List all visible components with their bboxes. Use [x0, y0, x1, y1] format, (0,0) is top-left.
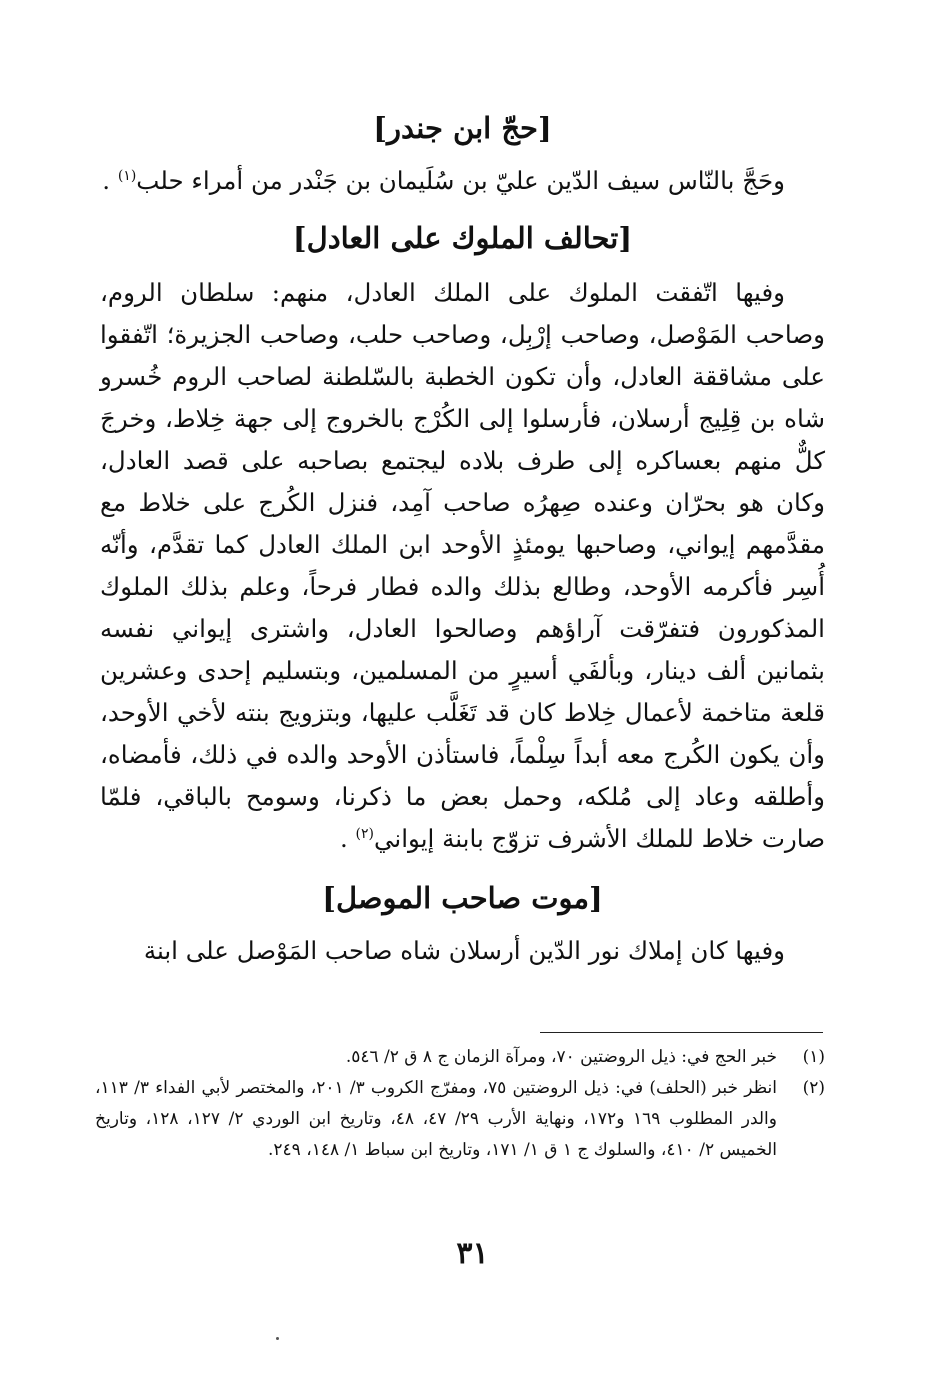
paragraph-hajj-text: وحَجَّ بالنّاس سيف الدّين عليّ بن سُلَيمان بن جَنْدر من أمراء حلب — [136, 166, 785, 195]
paragraph-alliance-text: وفيها اتّفقت الملوك على الملك العادل، منهم: سلطان الروم، وصاحب المَوْصل، وصاحب إرْبِل، وصاحب حلب، وصاحب الجزيرة؛ اتّفقوا على مشاققة العادل، وأن تكون الخطبة بالسّلطنة لصاحب الروم خُسرو شاه بن قِلِيج أرسلان، فأرسلوا إلى الكُرْج بالخروج إلى جهة خِلاط، وخرجَ كلٌّ منهم بعساكره إلى طرف بلاده ليجتمع بصاحبه على قصد العادل، وكان هو بحرّان وعنده صِهرُه صاحب آمِد، فنزل الكُرج على خلاط مع مقدَّمهم إيواني، وصاحبها يومئذٍ الأوحد ابن الملك العادل كما تقدَّم، وأنّه أُسِر فأكرمه الأوحد، وطالع بذلك والده فطار فرحاً، وعلم بذلك الملوك المذكورون فتفرّقت آراؤهم وصالحوا العادل، واشترى إيواني نفسه بثمانين ألف دينار، وبألفَي أسيرٍ من المسلمين، وبتسليم إحدى وعشرين قلعة متاخمة لأعمال خِلاط كان قد تَغَلَّب عليها، وبتزويج بنته لأخي الأوحد، وأن يكون الكُرج معه أبداً سِلْماً، فاستأذن الأوحد والده في ذلك، فأمضاه، وأطلقه وعاد إلى مُلكه، وحمل بعض ما ذكرنا، وسومح بالباقي، فلمّا صارت خلاط للملك الأشرف تزوّج بابنة إيواني — [100, 278, 825, 853]
footnote-item — [95, 1073, 825, 1166]
footnote-text: انظر خبر (الحلف) في: ذيل الروضتين ٧٥، ومفرّج الكروب ٣/ ٢٠١، والمختصر لأبي الفداء ٣/ ١١٣، والدر المطلوب ١٦٩ و١٧٢، ونهاية الأرب ٢٩/ ٤٧، ٤٨، وتاريخ ابن الوردي ٢/ ١٢٧، ١٢٨، وتاريخ الخميس ٢/ ٤١٠، والسلوك ج ١ ق ١/ ١٧١، وتاريخ ابن سباط ١/ ١٤٨، ٢٤٩. — [95, 1078, 777, 1160]
footnote-ref-2: (٢) — [355, 825, 375, 842]
footnote-number: (٢) — [802, 1078, 825, 1098]
footnote-item — [95, 1042, 825, 1073]
footnotes — [95, 1042, 825, 1166]
paragraph-alliance — [100, 272, 825, 860]
footnote-text: خبر الحج في: ذيل الروضتين ٧٠، ومرآة الزمان ج ٨ ق ٢/ ٥٤٦. — [345, 1047, 777, 1067]
footnote-number: (١) — [802, 1047, 825, 1067]
section-heading-hajj: [حجّ ابن جندر] — [373, 111, 552, 145]
paragraph-hajj-end: . — [102, 166, 111, 195]
section-heading-alliance: [تحالف الملوك على العادل] — [292, 221, 633, 255]
paragraph-hajj — [100, 160, 825, 202]
page-number: ٣١ — [456, 1236, 489, 1271]
footnote-divider — [540, 1032, 823, 1033]
paragraph-mosul — [100, 930, 825, 972]
footnote-ref-1: (١) — [117, 167, 137, 184]
section-heading-mosul: [موت صاحب الموصل] — [322, 881, 603, 915]
paragraph-mosul-text: وفيها كان إملاك نور الدّين أرسلان شاه صاحب المَوْصل على ابنة — [143, 936, 785, 965]
paragraph-alliance-end: . — [339, 824, 348, 853]
scan-speck — [276, 1337, 279, 1340]
